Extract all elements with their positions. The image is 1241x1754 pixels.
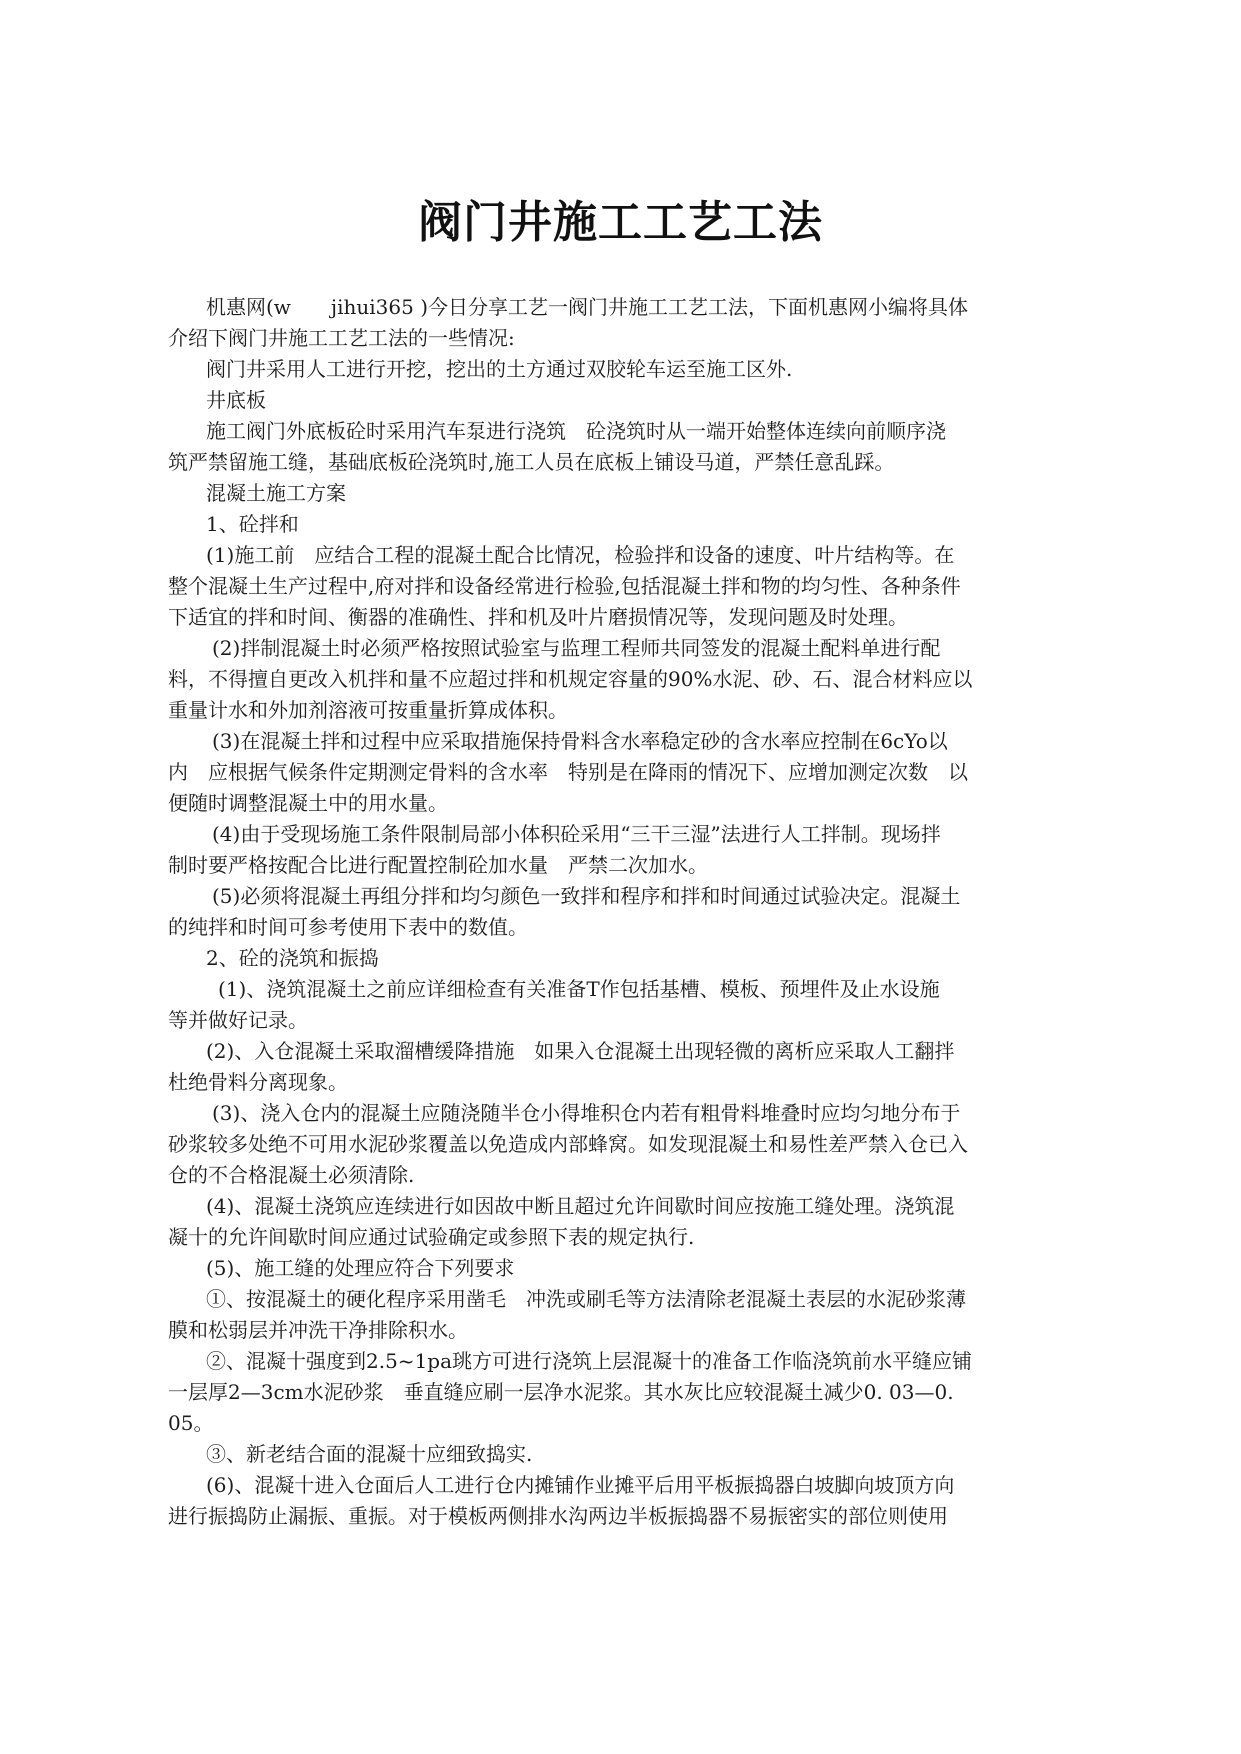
text-line: (6)、混凝十进入仓面后人工进行仓内摊铺作业摊平后用平板振捣器白坡脚向坡顶方向 [206, 1473, 955, 1497]
text-line: 料，不得擅自更改入机拌和量不应超过拌和机规定容量的90%水泥、砂、石、混合材料应以 [168, 667, 973, 691]
text-line: (5)、施工缝的处理应符合下列要求 [206, 1256, 515, 1280]
text-line: (5)必须将混凝土再组分拌和均匀颜色一致拌和程序和拌和时间通过试验决定。混凝土 [212, 884, 961, 908]
text-line: (3)在混凝土拌和过程中应采取措施保持骨料含水率稳定砂的含水率应控制在6cYo以 [212, 729, 948, 753]
text-line: 整个混凝土生产过程中,府对拌和设备经常进行检验,包括混凝土拌和物的均匀性、各种条件 [168, 574, 961, 598]
text-line: 2、砼的浇筑和振捣 [206, 946, 379, 970]
text-line: 05。 [168, 1411, 214, 1435]
text-line: 进行振捣防止漏振、重振。对于模板两侧排水沟两边半板振捣器不易振密实的部位则使用 [168, 1504, 948, 1528]
text-line: ①、按混凝土的硬化程序采用凿毛 冲洗或刷毛等方法清除老混凝土表层的水泥砂浆薄 [206, 1287, 966, 1311]
text-line: 混凝土施工方案 [206, 481, 346, 505]
text-line: (1)、浇筑混凝土之前应详细检查有关准备T作包括基槽、模板、预埋件及止水设施 [218, 977, 940, 1001]
text-line: 井底板 [206, 388, 266, 412]
text-line: ③、新老结合面的混凝十应细致捣实. [206, 1442, 533, 1466]
text-line: 内 应根据气候条件定期测定骨料的含水率 特别是在降雨的情况下、应增加测定次数 以 [168, 760, 968, 784]
text-line: (3)、浇入仓内的混凝土应随浇随半仓小得堆积仓内若有粗骨料堆叠时应均匀地分布于 [212, 1101, 961, 1125]
text-line: (4)、混凝土浇筑应连续进行如因故中断且超过允许间歇时间应按施工缝处理。浇筑混 [206, 1194, 955, 1218]
text-line: 仓的不合格混凝土必须清除. [168, 1163, 415, 1187]
text-line: 的纯拌和时间可参考使用下表中的数值。 [168, 915, 528, 939]
text-line: 重量计水和外加剂溶液可按重量折算成体积。 [168, 698, 568, 722]
text-line: 砂浆较多处绝不可用水泥砂浆覆盖以免造成内部蜂窝。如发现混凝土和易性差严禁入仓已入 [168, 1132, 968, 1156]
text-line: 杜绝骨料分离现象。 [168, 1070, 348, 1094]
text-line: ②、混凝十强度到2.5~1pa珧方可进行浇筑上层混凝十的准备工作临浇筑前水平缝应铺 [206, 1349, 973, 1373]
text-line: (2)、入仓混凝土采取溜槽缓降措施 如果入仓混凝土出现轻微的离析应采取人工翻拌 [206, 1039, 955, 1063]
text-line: 机惠网(w jihui365 )今日分享工艺一阀门井施工工艺工法，下面机惠网小编将具体 [206, 295, 969, 319]
text-line: 筑严禁留施工缝，基础底板砼浇筑时,施工人员在底板上铺设马道，严禁任意乱踩。 [168, 450, 895, 474]
text-line: 等并做好记录。 [168, 1008, 308, 1032]
text-line: 阀门井采用人工进行开挖，挖出的土方通过双胶轮车运至施工区外. [206, 357, 793, 381]
text-line: 施工阀门外底板砼时采用汽车泵进行浇筑 砼浇筑时从一端开始整体连续向前顺序浇 [206, 419, 946, 443]
text-line: (4)由于受现场施工条件限制局部小体积砼采用“三干三湿”法进行人工拌制。现场拌 [212, 822, 941, 846]
text-line: (2)拌制混凝土时必须严格按照试验室与监理工程师共同签发的混凝土配料单进行配 [212, 636, 941, 660]
text-line: 便随时调整混凝土中的用水量。 [168, 791, 448, 815]
text-line: 1、砼拌和 [206, 512, 299, 536]
text-line: 一层厚2—3cm水泥砂浆 垂直缝应刷一层净水泥浆。其水灰比应较混凝土减少0. 03—0. [168, 1380, 954, 1404]
text-line: (1)施工前 应结合工程的混凝土配合比情况，检验拌和设备的速度、叶片结构等。在 [206, 543, 955, 567]
text-line: 膜和松弱层并冲洗干净排除积水。 [168, 1318, 468, 1342]
text-line: 下适宜的拌和时间、衡器的准确性、拌和机及叶片磨损情况等，发现问题及时处理。 [168, 605, 908, 629]
text-line: 制时要严格按配合比进行配置控制砼加水量 严禁二次加水。 [168, 853, 708, 877]
text-line: 介绍下阀门井施工工艺工法的一些情况: [168, 326, 515, 350]
text-line: 凝十的允许间歇时间应通过试验确定或参照下表的规定执行. [168, 1225, 695, 1249]
document-title: 阀门井施工工艺工法 [418, 197, 823, 248]
